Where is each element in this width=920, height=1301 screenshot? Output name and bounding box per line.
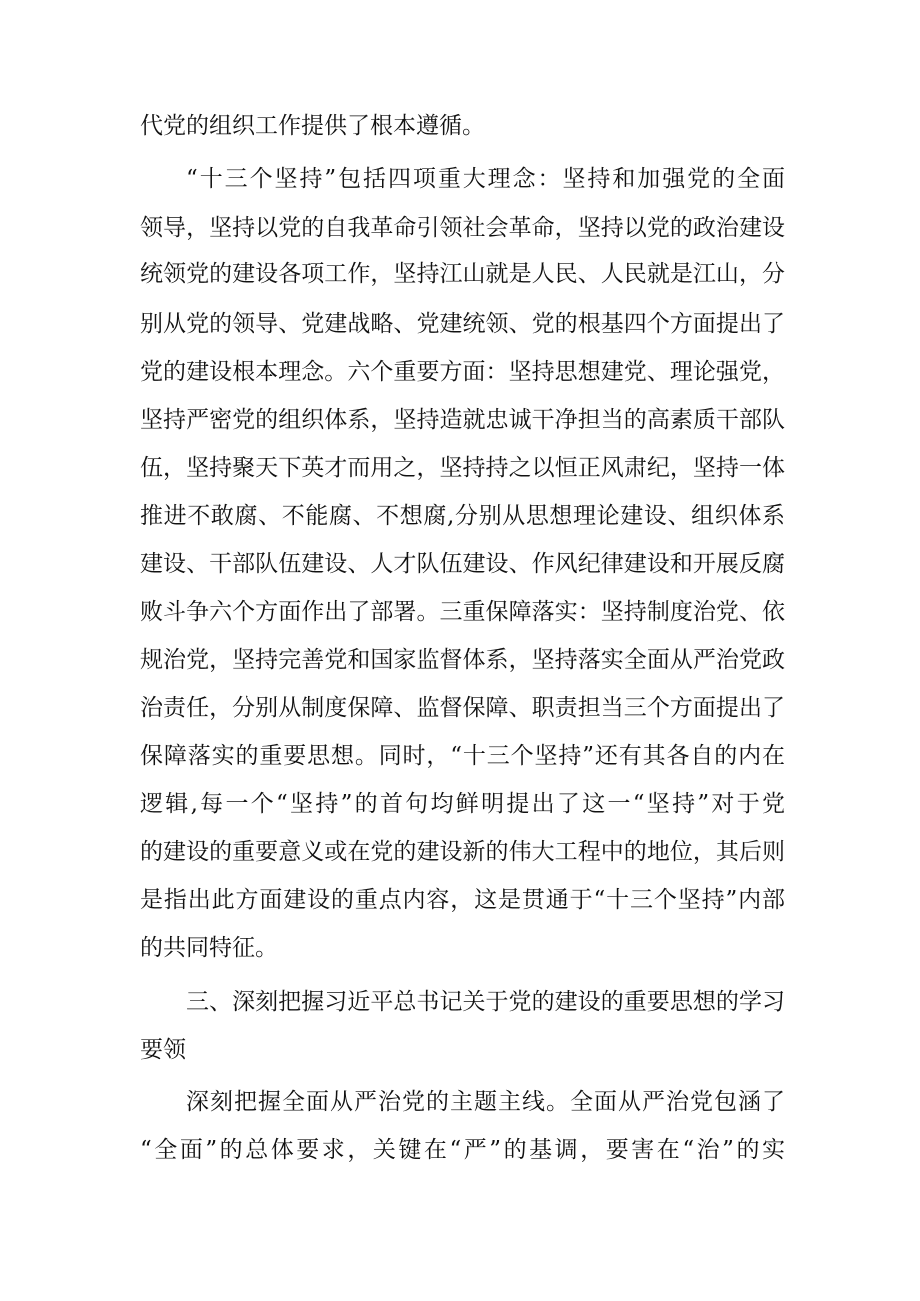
- text-line: 建设、干部队伍建设、人才队伍建设、作风纪律建设和开展反腐: [140, 551, 785, 577]
- text-line: 推进不敢腐、不能腐、不想腐,分别从思想理论建设、组织体系: [140, 503, 785, 529]
- text-line: 统领党的建设各项工作，坚持江山就是人民、人民就是江山，分: [140, 261, 785, 287]
- text-line: “十三个坚持”包括四项重大理念：坚持和加强党的全面: [186, 166, 785, 192]
- text-line: 的共同特征。: [140, 935, 278, 961]
- section-heading: 三、深刻把握习近平总书记关于党的建设的重要思想的学习: [186, 989, 785, 1015]
- text-line: 领导，坚持以党的自我革命引领社会革命，坚持以党的政治建设: [140, 215, 785, 241]
- text-line: 深刻把握全面从严治党的主题主线。全面从严治党包涵了: [186, 1089, 785, 1115]
- text-line: 逻辑,每一个“坚持”的首句均鲜明提出了这一“坚持”对于党: [140, 791, 785, 817]
- text-line: 保障落实的重要思想。同时，“十三个坚持”还有其各自的内在: [140, 743, 785, 769]
- text-line: 别从党的领导、党建战略、党建统领、党的根基四个方面提出了: [140, 311, 785, 337]
- text-line: 败斗争六个方面作出了部署。三重保障落实：坚持制度治党、依: [140, 599, 785, 625]
- text-line: “全面”的总体要求，关键在“严”的基调，要害在“治”的实: [140, 1137, 785, 1163]
- text-line: 是指出此方面建设的重点内容，这是贯通于“十三个坚持”内部: [140, 887, 785, 913]
- text-line: 伍，坚持聚天下英才而用之，坚持持之以恒正风肃纪，坚持一体: [140, 455, 785, 481]
- text-line: 治责任，分别从制度保障、监督保障、职责担当三个方面提出了: [140, 695, 785, 721]
- text-line: 党的建设根本理念。六个重要方面：坚持思想建党、理论强党，: [140, 359, 785, 385]
- text-line: 的建设的重要意义或在党的建设新的伟大工程中的地位，其后则: [140, 839, 785, 865]
- text-line: 规治党，坚持完善党和国家监督体系，坚持落实全面从严治党政: [140, 647, 785, 673]
- text-line: 坚持严密党的组织体系，坚持造就忠诚干净担当的高素质干部队: [140, 407, 785, 433]
- section-heading-continued: 要领: [140, 1037, 186, 1063]
- text-line: 代党的组织工作提供了根本遵循。: [140, 113, 485, 139]
